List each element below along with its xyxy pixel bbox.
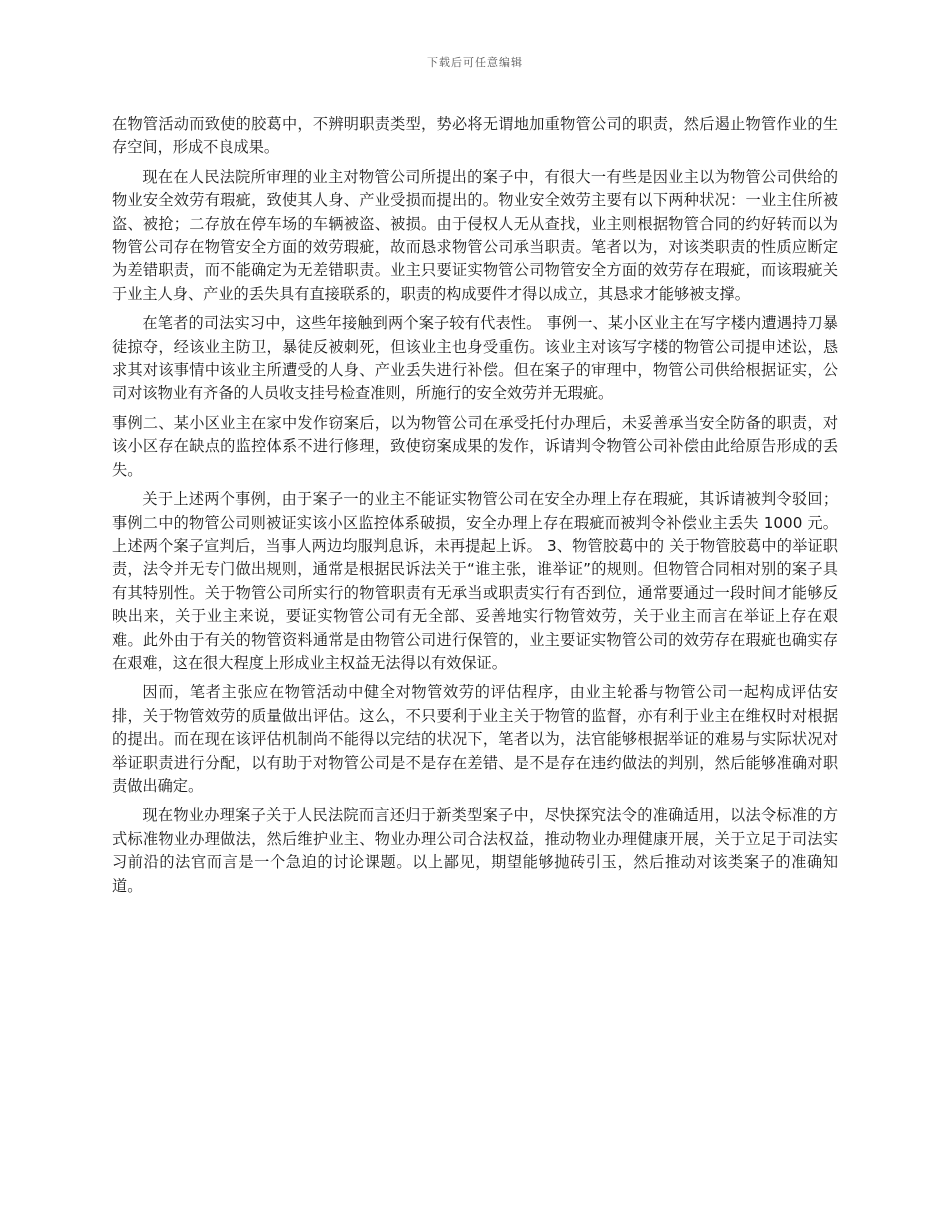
paragraph-5: 关于上述两个事例，由于案子一的业主不能证实物管公司在安全办理上存在瑕疵，其诉请被判令驳回；事例二中的物管公司则被证实该小区监控体系破损，安全办理上存在瑕疵而被判令补偿业主丢失 1000 元。上述两个案子宣判后，当事人两边均服判息诉，未再提起上诉。 3、物管胶葛中的 关于物管胶葛中的举证职责，法令并无专门做出规则，通常是根据民诉法关于“谁主张，谁举证”的规则。但物管合同相对别的案子具有其特别性。关于物管公司所实行的物管职责有无承当或职责实行有否到位，通常要通过一段时间才能够反映出来，关于业主来说，要证实物管公司有无全部、妥善地实行物管效劳，关于业主而言在举证上存在艰难。此外由于有关的物管资料通常是由物管公司进行保管的，业主要证实物管公司的效劳存在瑕疵也确实存在艰难，这在很大程度上形成业主权益无法得以有效保证。 [112, 490, 838, 672]
paragraph-7: 现在物业办理案子关于人民法院而言还归于新类型案子中，尽快探究法令的准确适用，以法令标准的方式标准物业办理做法，然后维护业主、物业办理公司合法权益，推动物业办理健康开展，关于立足于司法实习前沿的法官而言是一个急迫的讨论课题。以上鄙见，期望能够抛砖引玉，然后推动对该类案子的准确知道。 [112, 806, 838, 895]
paragraph-6: 因而，笔者主张应在物管活动中健全对物管效劳的评估程序，由业主轮番与物管公司一起构成评估安排，关于物管效劳的质量做出评估。这么，不只要利于业主关于物管的监督，亦有利于业主在维权时对根据的提出。而在现在该评估机制尚不能得以完结的状况下，笔者以为，法官能够根据举证的难易与实际状况对举证职责进行分配，以有助于对物管公司是不是存在差错、是不是存在违约做法的判别，然后能够准确对职责做出确定。 [112, 683, 838, 795]
page-header: 下载后可任意编辑 [427, 56, 523, 69]
document-body [112, 113, 838, 904]
paragraph-3: 在笔者的司法实习中，这些年接触到两个案子较有代表性。 事例一、某小区业主在写字楼内遭遇持刀暴徒掠夺，经该业主防卫，暴徒反被刺死，但该业主也身受重伤。该业主对该写字楼的物管公司提申述讼，恳求其对该事情中该业主所遭受的人身、产业丢失进行补偿。但在案子的审理中，物管公司供给根据证实，公司对该物业有齐备的人员收支挂号检查准则，所施行的安全效劳并无瑕疵。 [112, 314, 838, 403]
paragraph-1: 在物管活动而致使的胶葛中，不辨明职责类型，势必将无谓地加重物管公司的职责，然后遏止物管作业的生存空间，形成不良成果。 [112, 115, 838, 157]
paragraph-4: 事例二、某小区业主在家中发作窃案后，以为物管公司在承受托付办理后，未妥善承当安全防备的职责，对该小区存在缺点的监控体系不进行修理，致使窃案成果的发作，诉请判令物管公司补偿由此给原告形成的丢失。 [112, 413, 838, 479]
paragraph-2: 现在在人民法院所审理的业主对物管公司所提出的案子中，有很大一有些是因业主以为物管公司供给的物业安全效劳有瑕疵，致使其人身、产业受损而提出的。物业安全效劳主要有以下两种状况：一业主住所被盗、被抢；二存放在停车场的车辆被盗、被损。由于侵权人无从查找，业主则根据物管合同的约好转而以为物管公司存在物管安全方面的效劳瑕疵，故而恳求物管公司承当职责。笔者以为，对该类职责的性质应断定为差错职责，而不能确定为无差错职责。业主只要证实物管公司物管安全方面的效劳存在瑕疵，而该瑕疵关于业主人身、产业的丢失具有直接联系的，职责的构成要件才得以成立，其恳求才能够被支撑。 [112, 167, 838, 303]
